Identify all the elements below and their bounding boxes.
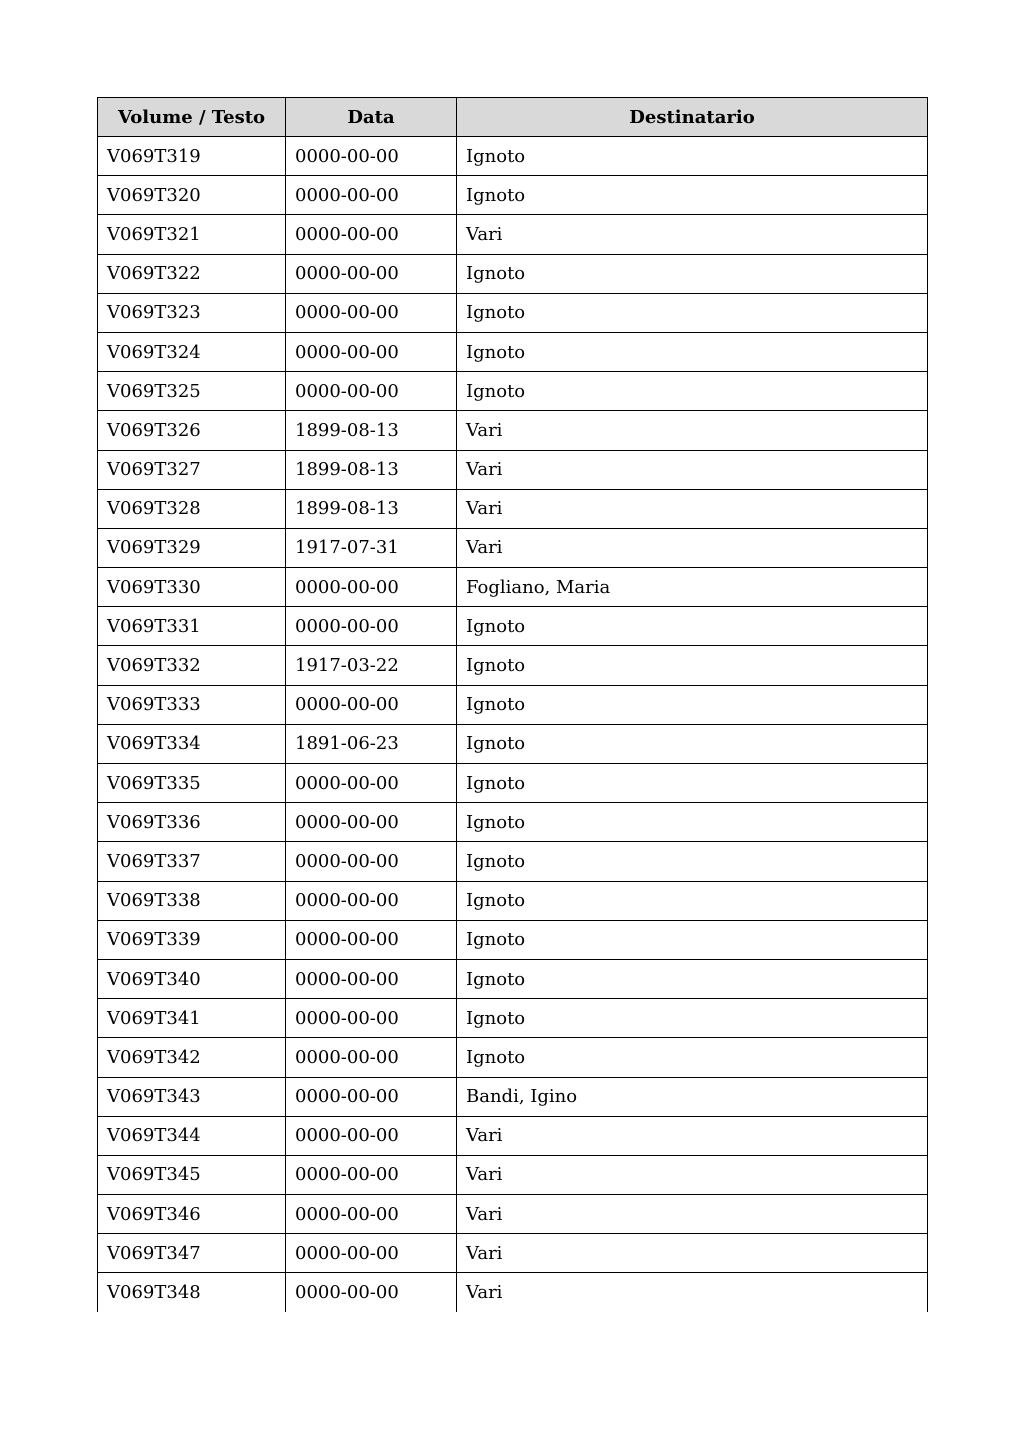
table-row <box>98 646 928 685</box>
cell-destinatario: Ignoto <box>457 842 928 881</box>
cell-volume: V069T331 <box>98 607 286 646</box>
table-row <box>98 959 928 998</box>
cell-volume: V069T340 <box>98 959 286 998</box>
table-row <box>98 920 928 959</box>
cell-data: 0000-00-00 <box>286 293 457 332</box>
cell-destinatario: Ignoto <box>457 254 928 293</box>
cell-destinatario: Vari <box>457 1273 928 1312</box>
cell-volume: V069T320 <box>98 176 286 215</box>
table-row <box>98 764 928 803</box>
cell-volume: V069T339 <box>98 920 286 959</box>
cell-destinatario: Ignoto <box>457 685 928 724</box>
table-row <box>98 842 928 881</box>
cell-volume: V069T325 <box>98 372 286 411</box>
table-row <box>98 1116 928 1155</box>
cell-data: 0000-00-00 <box>286 881 457 920</box>
cell-destinatario: Vari <box>457 1116 928 1155</box>
cell-volume: V069T348 <box>98 1273 286 1312</box>
table-row <box>98 1038 928 1077</box>
cell-destinatario: Ignoto <box>457 293 928 332</box>
table-row <box>98 999 928 1038</box>
cell-destinatario: Vari <box>457 450 928 489</box>
cell-data: 0000-00-00 <box>286 1195 457 1234</box>
cell-destinatario: Vari <box>457 1234 928 1273</box>
table-row <box>98 1155 928 1194</box>
cell-volume: V069T341 <box>98 999 286 1038</box>
column-header-destinatario: Destinatario <box>457 98 928 137</box>
table-row <box>98 372 928 411</box>
cell-data: 1899-08-13 <box>286 450 457 489</box>
cell-destinatario: Bandi, Igino <box>457 1077 928 1116</box>
cell-destinatario: Ignoto <box>457 999 928 1038</box>
cell-destinatario: Ignoto <box>457 646 928 685</box>
cell-destinatario: Vari <box>457 1195 928 1234</box>
cell-data: 0000-00-00 <box>286 920 457 959</box>
cell-data: 0000-00-00 <box>286 176 457 215</box>
cell-destinatario: Ignoto <box>457 724 928 763</box>
cell-volume: V069T333 <box>98 685 286 724</box>
cell-destinatario: Ignoto <box>457 881 928 920</box>
cell-data: 0000-00-00 <box>286 215 457 254</box>
records-table <box>97 97 928 1312</box>
cell-volume: V069T345 <box>98 1155 286 1194</box>
table-row <box>98 685 928 724</box>
cell-destinatario: Ignoto <box>457 332 928 371</box>
cell-volume: V069T335 <box>98 764 286 803</box>
cell-data: 1917-07-31 <box>286 528 457 567</box>
cell-data: 0000-00-00 <box>286 1273 457 1312</box>
table-row <box>98 1195 928 1234</box>
cell-destinatario: Vari <box>457 489 928 528</box>
cell-volume: V069T337 <box>98 842 286 881</box>
table-row <box>98 411 928 450</box>
cell-data: 0000-00-00 <box>286 137 457 176</box>
cell-data: 0000-00-00 <box>286 1038 457 1077</box>
cell-data: 0000-00-00 <box>286 372 457 411</box>
cell-data: 0000-00-00 <box>286 803 457 842</box>
table-row <box>98 881 928 920</box>
header-row <box>98 98 928 137</box>
cell-destinatario: Ignoto <box>457 764 928 803</box>
table-row <box>98 489 928 528</box>
cell-volume: V069T347 <box>98 1234 286 1273</box>
column-header-data: Data <box>286 98 457 137</box>
cell-volume: V069T329 <box>98 528 286 567</box>
cell-destinatario: Vari <box>457 215 928 254</box>
cell-data: 0000-00-00 <box>286 1077 457 1116</box>
cell-data: 0000-00-00 <box>286 1234 457 1273</box>
cell-volume: V069T326 <box>98 411 286 450</box>
cell-data: 0000-00-00 <box>286 1155 457 1194</box>
cell-data: 0000-00-00 <box>286 254 457 293</box>
cell-data: 0000-00-00 <box>286 999 457 1038</box>
table-row <box>98 724 928 763</box>
cell-data: 0000-00-00 <box>286 764 457 803</box>
cell-volume: V069T338 <box>98 881 286 920</box>
cell-volume: V069T322 <box>98 254 286 293</box>
table-row <box>98 1273 928 1312</box>
cell-volume: V069T342 <box>98 1038 286 1077</box>
cell-destinatario: Fogliano, Maria <box>457 568 928 607</box>
cell-volume: V069T336 <box>98 803 286 842</box>
cell-volume: V069T321 <box>98 215 286 254</box>
cell-destinatario: Ignoto <box>457 920 928 959</box>
table-row <box>98 568 928 607</box>
cell-volume: V069T328 <box>98 489 286 528</box>
cell-destinatario: Ignoto <box>457 372 928 411</box>
cell-volume: V069T324 <box>98 332 286 371</box>
cell-destinatario: Vari <box>457 411 928 450</box>
cell-volume: V069T334 <box>98 724 286 763</box>
cell-destinatario: Ignoto <box>457 1038 928 1077</box>
cell-data: 0000-00-00 <box>286 607 457 646</box>
table-row <box>98 1077 928 1116</box>
table-row <box>98 215 928 254</box>
cell-volume: V069T319 <box>98 137 286 176</box>
table-row <box>98 1234 928 1273</box>
cell-data: 0000-00-00 <box>286 332 457 371</box>
cell-data: 0000-00-00 <box>286 685 457 724</box>
cell-data: 0000-00-00 <box>286 842 457 881</box>
cell-destinatario: Ignoto <box>457 176 928 215</box>
cell-data: 0000-00-00 <box>286 1116 457 1155</box>
cell-destinatario: Ignoto <box>457 803 928 842</box>
cell-data: 1891-06-23 <box>286 724 457 763</box>
cell-data: 0000-00-00 <box>286 959 457 998</box>
table-body <box>98 137 928 1313</box>
cell-data: 0000-00-00 <box>286 568 457 607</box>
cell-destinatario: Ignoto <box>457 959 928 998</box>
cell-volume: V069T343 <box>98 1077 286 1116</box>
table-header <box>98 98 928 137</box>
table-row <box>98 803 928 842</box>
table-row <box>98 176 928 215</box>
table-row <box>98 607 928 646</box>
column-header-volume: Volume / Testo <box>98 98 286 137</box>
cell-data: 1899-08-13 <box>286 489 457 528</box>
cell-volume: V069T346 <box>98 1195 286 1234</box>
table-row <box>98 293 928 332</box>
cell-destinatario: Vari <box>457 1155 928 1194</box>
cell-data: 1899-08-13 <box>286 411 457 450</box>
table-row <box>98 528 928 567</box>
table-row <box>98 137 928 176</box>
cell-volume: V069T327 <box>98 450 286 489</box>
table-row <box>98 254 928 293</box>
cell-volume: V069T330 <box>98 568 286 607</box>
table-row <box>98 332 928 371</box>
cell-data: 1917-03-22 <box>286 646 457 685</box>
cell-volume: V069T344 <box>98 1116 286 1155</box>
cell-destinatario: Vari <box>457 528 928 567</box>
cell-volume: V069T323 <box>98 293 286 332</box>
cell-volume: V069T332 <box>98 646 286 685</box>
table-row <box>98 450 928 489</box>
cell-destinatario: Ignoto <box>457 607 928 646</box>
cell-destinatario: Ignoto <box>457 137 928 176</box>
